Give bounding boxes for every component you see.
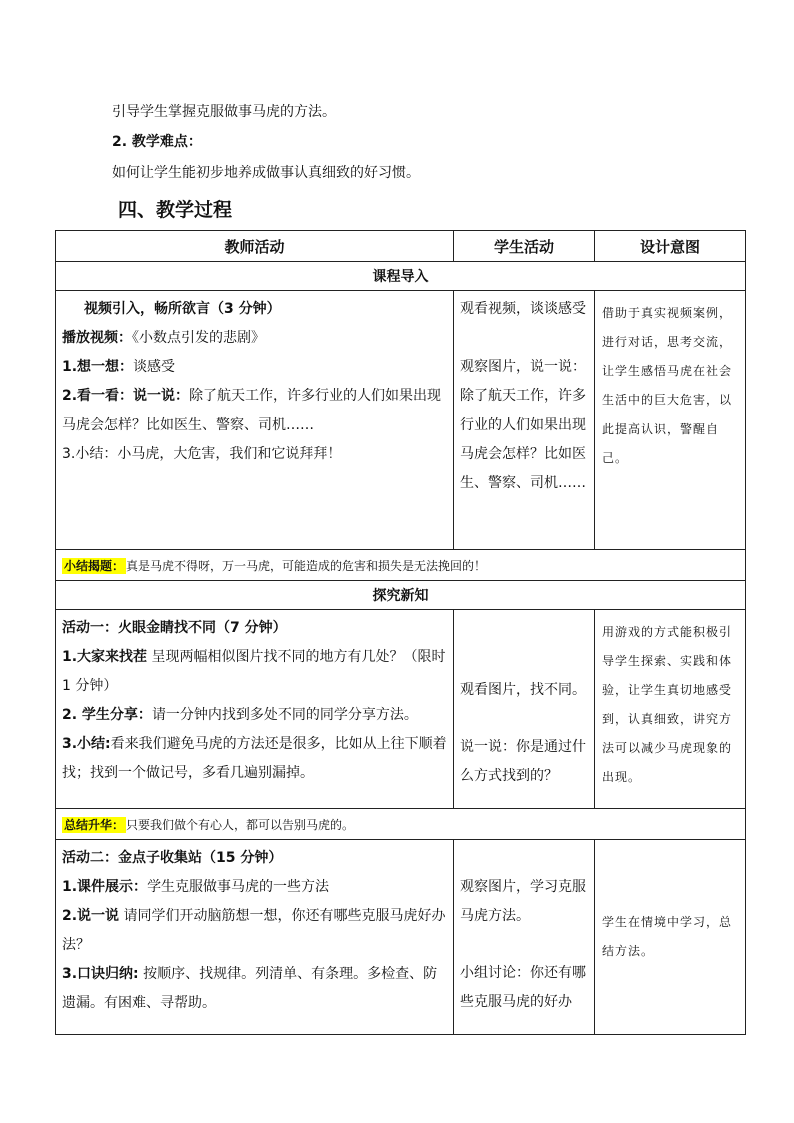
teacher-cell xyxy=(56,840,454,1035)
header-intent: 设计意图 xyxy=(595,231,746,262)
step-label: 2. 学生分享： xyxy=(62,707,152,723)
step-label: 1.课件展示： xyxy=(62,879,148,895)
step-text: 3.小结：小马虎，大危害，我们和它说拜拜！ xyxy=(62,446,342,462)
step-label: 2.看一看：说一说： xyxy=(62,388,190,404)
summary-text: 真是马虎不得呀，万一马虎，可能造成的危害和损失是无法挽回的！ xyxy=(126,558,487,573)
section-row-intro xyxy=(56,262,746,291)
step-text: 除了航天工作，许多行业的人们如果出现马虎会怎样？比如医生、警察、司机…… xyxy=(62,388,442,433)
student-activity: 观看图片，找不同。 xyxy=(460,682,586,698)
student-activity: 观看视频，谈谈感受 xyxy=(460,301,586,317)
student-activity: 小组讨论：你还有哪些克服马虎的好办 xyxy=(460,965,586,1010)
step-text: 按顺序、找规律。列清单、有条理。多检查、防遗漏。有困难、寻帮助。 xyxy=(62,966,438,1011)
activity-title: 视频引入，畅所欲言（3 分钟） xyxy=(84,301,281,317)
intent-cell xyxy=(595,840,746,1035)
step-label: 播放视频： xyxy=(62,330,132,346)
table-row xyxy=(56,610,746,809)
difficulty-heading: 2. 教学难点： xyxy=(112,134,202,150)
step-text: 请同学们开动脑筋想一想，你还有哪些克服马虎好办法？ xyxy=(62,908,446,953)
summary-row xyxy=(56,809,746,840)
intent-cell: 用游戏的方式能积极引导学生探索、实践和体验，让学生真切地感受到，认真细致，讲究方法可以减少马虎现象的出现。 xyxy=(595,610,746,809)
student-activity: 观察图片，学习克服马虎方法。 xyxy=(460,879,586,924)
intro-line-2: 如何让学生能初步地养成做事认真细致的好习惯。 xyxy=(112,165,420,181)
step-text: 学生克服做事马虎的一些方法 xyxy=(147,879,330,895)
step-text: 《小数点引发的悲剧》 xyxy=(132,330,265,346)
student-activity: 观察图片，说一说：除了航天工作，许多行业的人们如果出现马虎会怎样？比如医生、警察、司机…… xyxy=(460,359,586,491)
section-title-intro: 课程导入 xyxy=(56,262,746,291)
intent-cell: 借助于真实视频案例，进行对话，思考交流，让学生感悟马虎在社会生活中的巨大危害，以此提高认识，警醒自己。 xyxy=(595,291,746,550)
table-row xyxy=(56,291,746,550)
activity-title: 活动一：火眼金睛找不同（7 分钟） xyxy=(62,620,287,636)
teacher-cell xyxy=(56,610,454,809)
section-row-explore xyxy=(56,581,746,610)
summary-row xyxy=(56,550,746,581)
summary-label: 总结升华： xyxy=(64,817,125,832)
step-label: 2.说一说 xyxy=(62,908,120,924)
step-text: 看来我们避免马虎的方法还是很多，比如从上往下顺着找；找到一个做记号，多看几遍别漏掉。 xyxy=(62,736,447,781)
teaching-process-table xyxy=(55,230,746,1035)
table-header-row xyxy=(56,231,746,262)
student-cell xyxy=(454,840,595,1035)
step-label: 1.想一想： xyxy=(62,359,134,375)
table-row xyxy=(56,840,746,1035)
step-label: 3.小结: xyxy=(62,736,111,752)
intent-text: 学生在情境中学习，总结方法。 xyxy=(602,915,733,958)
summary-text: 只要我们做个有心人，都可以告别马虎的。 xyxy=(126,817,355,832)
section-title-explore: 探究新知 xyxy=(56,581,746,610)
intro-line-1: 引导学生掌握克服做事马虎的方法。 xyxy=(112,104,336,120)
summary-label: 小结揭题： xyxy=(64,558,125,573)
step-text: 请一分钟内找到多处不同的同学分享方法。 xyxy=(151,707,418,723)
step-text: 呈现两幅相似图片找不同的地方有几处？（限时 1 分钟） xyxy=(62,649,446,694)
step-text: 谈感受 xyxy=(133,359,176,375)
teacher-cell xyxy=(56,291,454,550)
header-student: 学生活动 xyxy=(454,231,595,262)
student-cell xyxy=(454,610,595,809)
step-label: 1.大家来找茬 xyxy=(62,649,148,665)
activity-title: 活动二：金点子收集站（15 分钟） xyxy=(62,850,283,866)
student-activity: 说一说：你是通过什么方式找到的？ xyxy=(460,739,586,784)
student-cell xyxy=(454,291,595,550)
step-label: 3.口诀归纳: xyxy=(62,966,139,982)
section-title: 四、教学过程 xyxy=(118,199,233,221)
header-teacher: 教师活动 xyxy=(56,231,454,262)
